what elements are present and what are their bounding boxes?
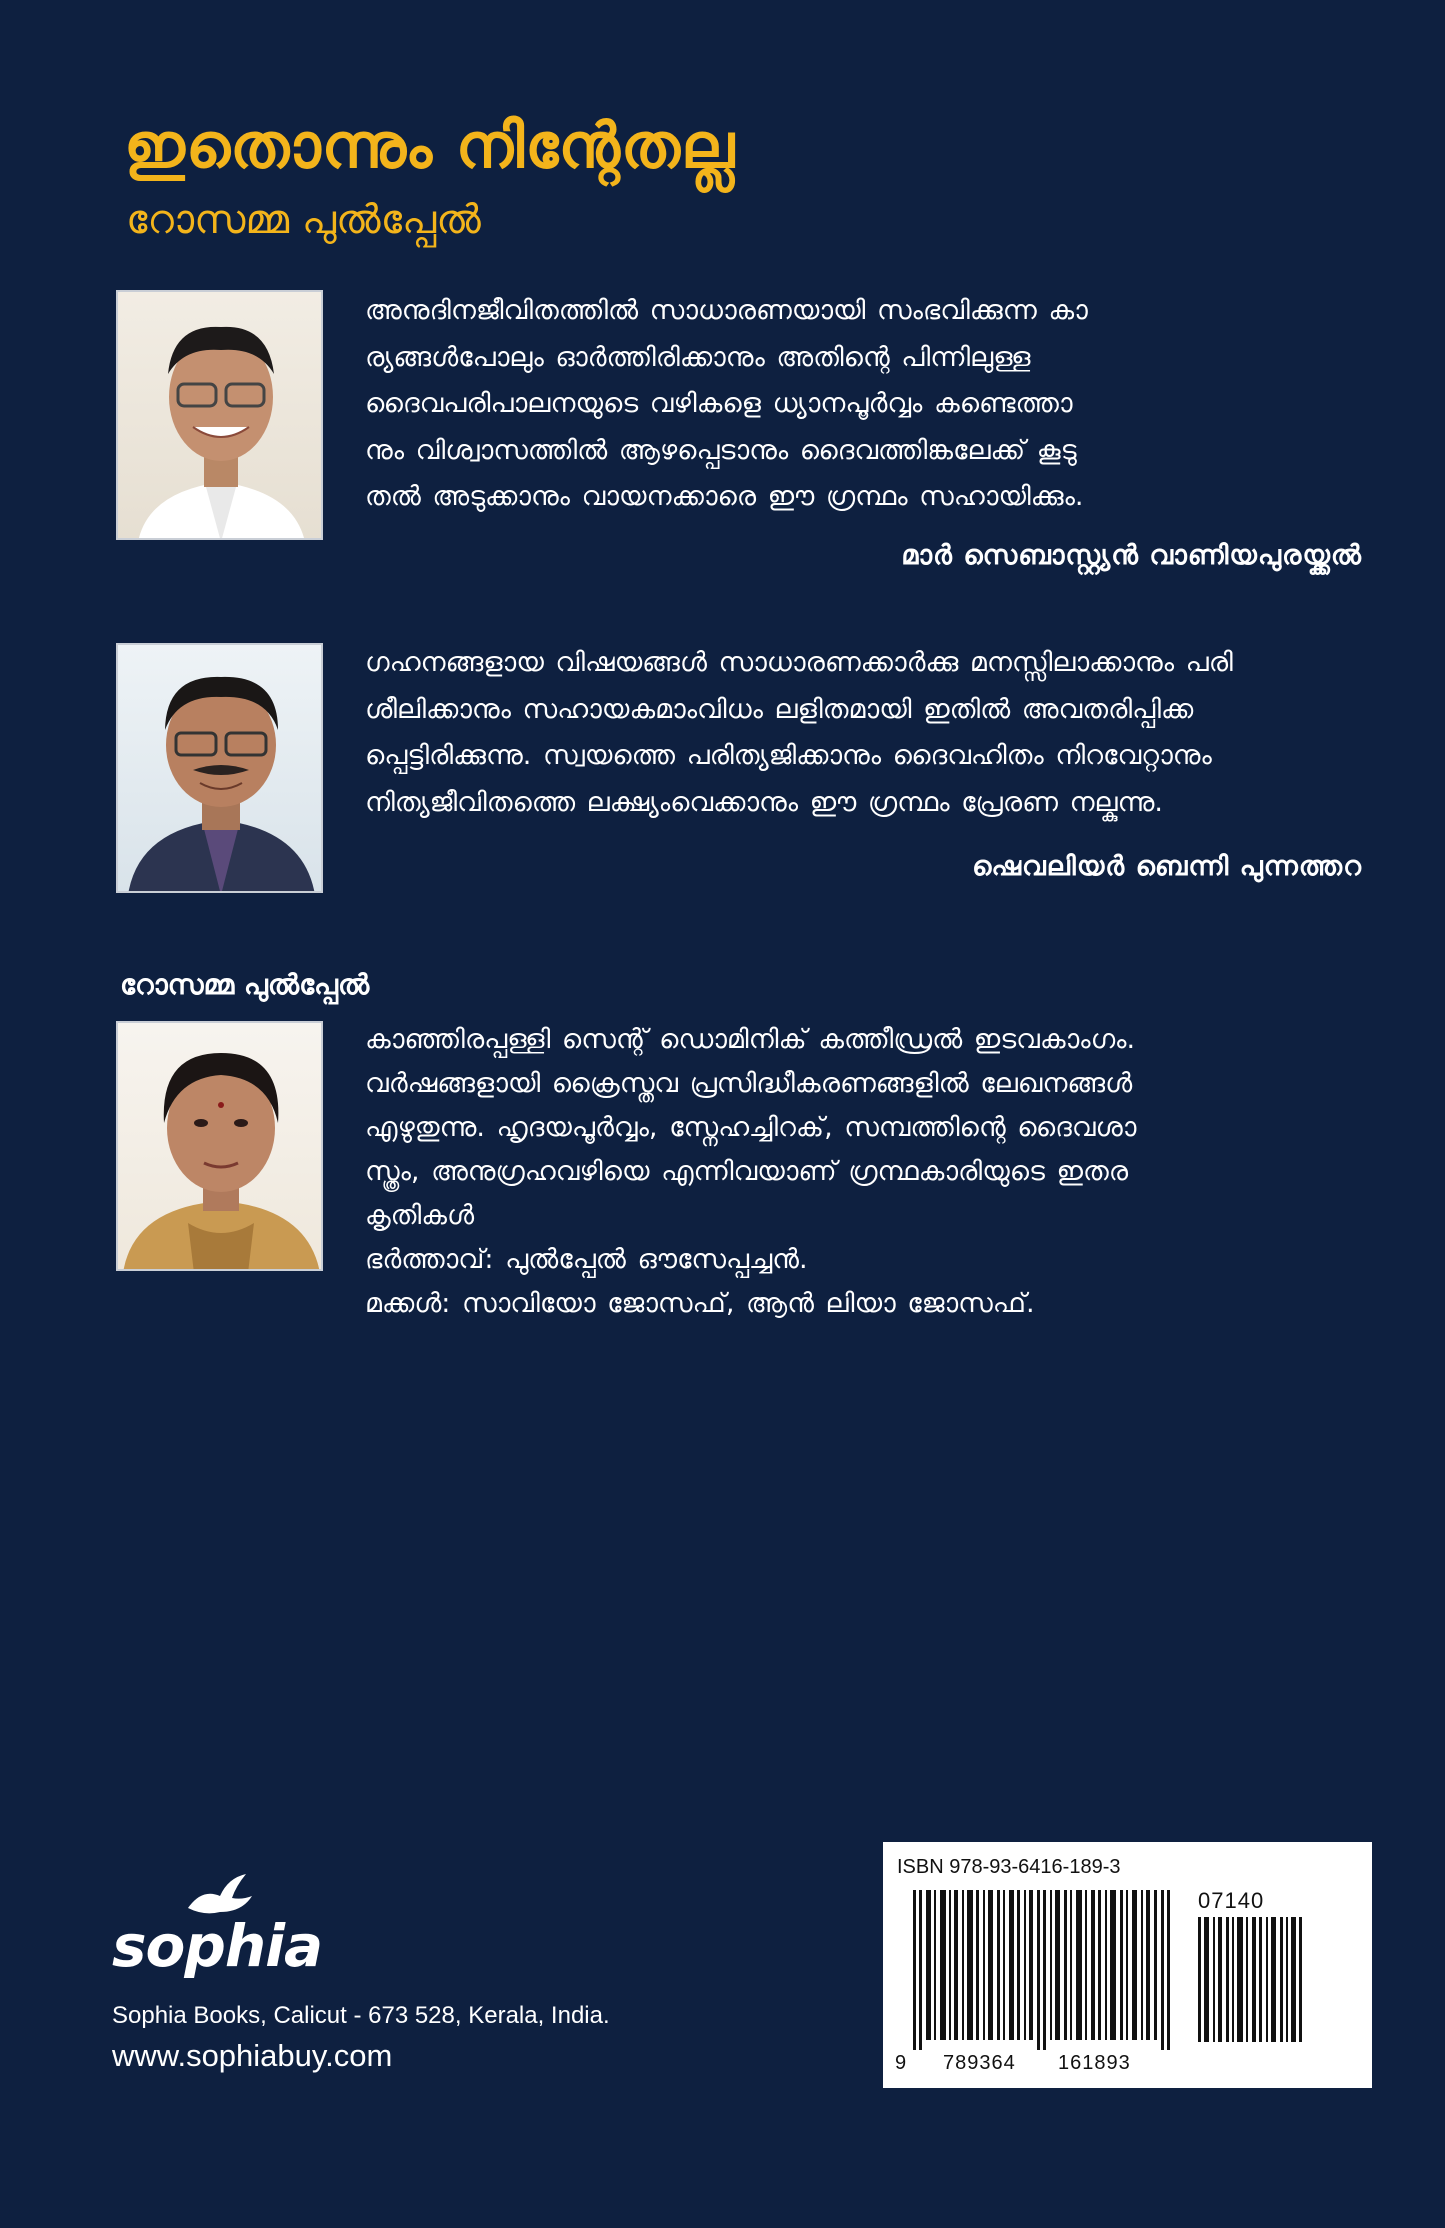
author-photo <box>116 1021 323 1271</box>
text-line: മക്കൾ: സാവിയോ ജോസഫ്, ആൻ ലിയാ ജോസഫ്. <box>365 1288 1035 1319</box>
text-line: ഭർത്താവ്: പുൽപ്പേൽ ഔസേപ്പച്ചൻ. <box>365 1244 808 1275</box>
text-line: നിത്യജീവിതത്തെ ലക്ഷ്യംവെക്കാനും ഈ ഗ്രന്ഥം പ്രേരണ നല്കുന്നു. <box>365 786 1163 818</box>
endorsement-2-text <box>365 640 1363 826</box>
publisher-logo <box>112 1870 337 1990</box>
endorser-signature-1: മാർ സെബാസ്റ്റ്യൻ വാണിയപുരയ്ക്കൽ <box>901 540 1362 571</box>
text-line: സ്ത്രം, അനുഗ്രഹവഴിയെ എന്നിവയാണ് ഗ്രന്ഥകാരിയുടെ ഇതര <box>365 1156 1129 1187</box>
text-line: ശീലിക്കാനും സഹായകമാംവിധം ലളിതമായി ഇതിൽ അവതരിപ്പിക്ക <box>365 693 1194 725</box>
barcode-addon: 07140 <box>1198 1888 1265 1913</box>
endorsement-1-text <box>365 288 1363 521</box>
text-line: ഗഹനങ്ങളായ വിഷയങ്ങൾ സാധാരണക്കാർക്കു മനസ്സിലാക്കാനും പരി <box>365 647 1233 678</box>
about-author-text <box>365 1018 1363 1326</box>
text-line: കൃതികൾ <box>365 1200 475 1231</box>
barcode-bars <box>913 1890 1183 2050</box>
barcode-left-digits: 789364 <box>943 2052 1016 2074</box>
endorser-photo-1 <box>116 290 323 540</box>
barcode-right-digits: 161893 <box>1058 2052 1131 2074</box>
publisher-logo-text: sophia <box>112 1912 323 1980</box>
isbn-barcode <box>883 1842 1372 2088</box>
text-line: വർഷങ്ങളായി ക്രൈസ്തവ പ്രസിദ്ധീകരണങ്ങളിൽ ലേഖനങ്ങൾ <box>365 1068 1133 1099</box>
barcode-addon-bars <box>1198 1917 1308 2042</box>
text-line: പ്പെട്ടിരിക്കുന്നു. സ്വയത്തെ പരിത്യജിക്കാനും ദൈവഹിതം നിറവേറ്റാനും <box>365 740 1212 771</box>
text-line: ദൈവപരിപാലനയുടെ വഴികളെ ധ്യാനപൂർവ്വം കണ്ടെത്താ <box>365 388 1073 419</box>
barcode-first-digit: 9 <box>895 2052 907 2074</box>
endorser-photo-2 <box>116 643 323 893</box>
author-name: റോസമ്മ പുൽപ്പേൽ <box>126 197 481 243</box>
publisher-address: Sophia Books, Calicut - 673 528, Kerala, India. <box>112 2002 610 2029</box>
text-line: കാഞ്ഞിരപ്പള്ളി സെന്റ് ഡൊമിനിക് കത്തീഡ്രൽ ഇടവകാംഗം. <box>365 1024 1136 1055</box>
isbn-label: ISBN 978-93-6416-189-3 <box>897 1856 1121 1878</box>
text-line: എഴുതുന്നു. ഹൃദയപൂർവ്വം, സ്നേഹച്ചിറക്, സമ്പത്തിന്റെ ദൈവശാ <box>365 1112 1137 1143</box>
text-line: അനുദിനജീവിതത്തിൽ സാധാരണയായി സംഭവിക്കുന്ന കാ <box>365 295 1088 326</box>
text-line: ര്യങ്ങൾപോലും ഓർത്തിരിക്കാനും അതിന്റെ പിന്നിലുള്ള <box>365 341 1031 373</box>
publisher-website[interactable]: www.sophiabuy.com <box>112 2038 393 2073</box>
endorser-signature-2: ഷെവലിയർ ബെന്നി പുന്നത്തറ <box>972 851 1362 882</box>
text-line: നും വിശ്വാസത്തിൽ ആഴപ്പെടാനും ദൈവത്തിങ്കലേക്ക് കൂടു <box>365 434 1077 466</box>
book-title: ഇതൊന്നും നിന്റേതല്ല <box>124 109 736 182</box>
about-author-heading: റോസമ്മ പുൽപ്പേൽ <box>120 968 370 1001</box>
text-line: തൽ അടുക്കാനും വായനക്കാരെ ഈ ഗ്രന്ഥം സഹായിക്കും. <box>365 481 1084 512</box>
